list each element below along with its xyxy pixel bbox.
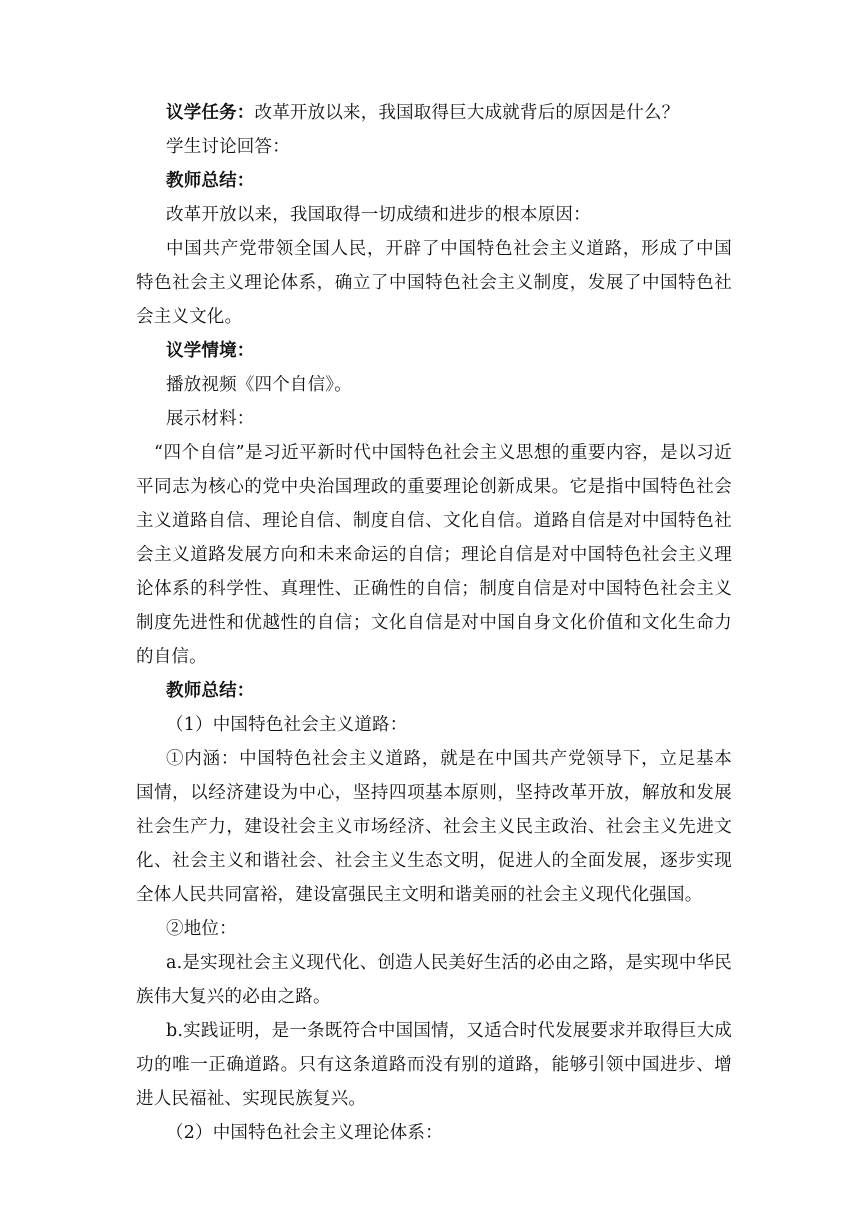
section1-title: （1）中国特色社会主义道路： — [166, 715, 408, 735]
task-question: 改革开放以来，我国取得巨大成就背后的原因是什么？ — [254, 103, 680, 123]
section2-title: （2）中国特色社会主义理论体系： — [166, 1123, 443, 1143]
summary-intro: 改革开放以来，我国取得一切成绩和进步的根本原因： — [166, 205, 591, 225]
student-discussion: 学生讨论回答： — [166, 137, 290, 157]
task-label: 议学任务： — [166, 103, 255, 123]
situation-heading: 议学情境： — [166, 341, 255, 361]
teacher-summary-heading-2: 教师总结： — [166, 681, 255, 701]
status-label: ②地位： — [166, 919, 237, 939]
material-label: 展示材料： — [166, 409, 255, 429]
status-a: a.是实现社会主义现代化、创造人民美好生活的必由之路，是实现中华民族伟大复兴的必由之路。 — [136, 953, 732, 1007]
material-paragraph: “四个自信”是习近平新时代中国特色社会主义思想的重要内容，是以习近平同志为核心的党中央治国理政的重要理论创新成果。它是指中国特色社会主义道路自信、理论自信、制度自信、文化自信。道路自信是对中国特色社会主义道路发展方向和未来命运的自信；理论自信是对中国特色社会主义理论体系的科学性、真理性、正确性的自信；制度自信是对中国特色社会主义制度先进性和优越性的自信；文化自信是对中国自身文化价值和文化生命力的自信。 — [136, 443, 732, 667]
video-line: 播放视频《四个自信》。 — [166, 375, 352, 395]
task-paragraph — [136, 96, 732, 130]
status-b: b.实践证明，是一条既符合中国国情，又适合时代发展要求并取得巨大成功的唯一正确道路。只有这条道路而没有别的道路，能够引领中国进步、增进人民福祉、实现民族复兴。 — [136, 1021, 732, 1109]
document-body — [136, 96, 732, 1150]
summary-body: 中国共产党带领全国人民，开辟了中国特色社会主义道路，形成了中国特色社会主义理论体系，确立了中国特色社会主义制度，发展了中国特色社会主义文化。 — [136, 239, 732, 327]
connotation-paragraph: ①内涵：中国特色社会主义道路，就是在中国共产党领导下，立足基本国情，以经济建设为中心，坚持四项基本原则，坚持改革开放，解放和发展社会生产力，建设社会主义市场经济、社会主义民主政治、社会主义先进文化、社会主义和谐社会、社会主义生态文明，促进人的全面发展，逐步实现全体人民共同富裕，建设富强民主文明和谐美丽的社会主义现代化强国。 — [136, 749, 732, 905]
teacher-summary-heading: 教师总结： — [166, 171, 255, 191]
